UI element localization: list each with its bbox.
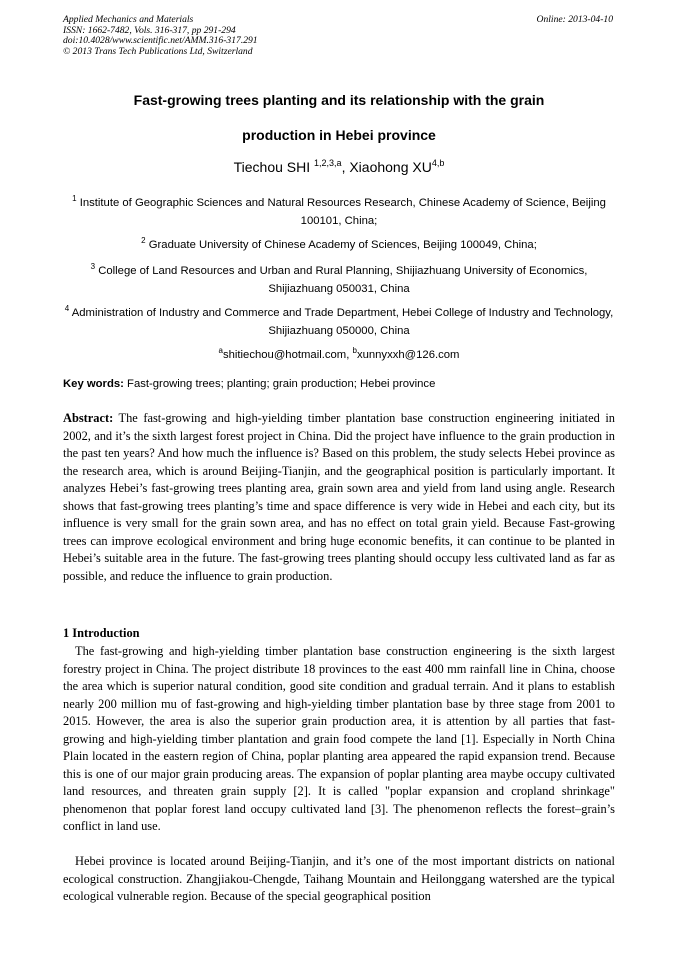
journal-name: Applied Mechanics and Materials [63,14,194,25]
author-list [63,159,615,175]
journal-header [63,15,258,57]
affiliation-number: 2 [141,236,146,245]
affiliation-text: Institute of Geographic Sciences and Natural Resources Research, Chinese Academy of Science, Beijing 100101, China; [79,197,606,227]
affiliation [63,304,615,340]
paper-title-line-2: production in Hebei province [242,127,436,143]
author-emails [63,346,615,364]
abstract-text: The fast-growing and high-yielding timber plantation base construction engineering initiated in 2002, and it’s the sixth largest forest project in China. Did the project have influence to the grain production in the past ten years? And how much the influence is? Based on this problem, the study selects Hebei province as the research area, which is around Beijing-Tianjin, and the geographical position is particularly important. It analyzes Hebei’s fast-growing trees planting area, grain sown area and yield from land using angle. Research shows that fast-growing trees planting’s time and space difference is very wide in Hebei and each city, but its influence is very small for the grain sown area, and has no effect on total grain yield. Because Fast-growing trees can improve ecological environment and bring huge economic benefits, it can continue to be planted in Hebei’s suitable area in the future. The fast-growing trees planting should occupy less cultivated land as far as possible, and reduce the influence to grain production. [63,411,615,583]
author-affiliation-marker: 1,2,3,a [314,158,342,168]
keywords-text: Fast-growing trees; planting; grain production; Hebei province [123,378,436,390]
affiliation-text: College of Land Resources and Urban and Rural Planning, Shijiazhuang University of Economics, Shijiazhuang 050031, China [98,265,588,295]
email-marker: a [218,346,223,355]
paper-title-line-1: Fast-growing trees planting and its relationship with the grain [133,92,545,108]
affiliation-text: Graduate University of Chinese Academy of Sciences, Beijing 100049, China; [148,239,537,251]
issn-line: ISSN: 1662-7482, Vols. 316-317, pp 291-294 [63,24,236,36]
affiliation-number: 4 [64,304,70,313]
keywords [63,376,615,392]
email-marker: b [352,346,357,355]
section-heading: 1 Introduction [63,626,140,640]
author-separator: , [341,159,350,175]
online-date: Online: 2013-04-10 [536,14,613,25]
author-email: xunnyxxh@126.com [356,349,460,361]
affiliation [63,194,615,230]
copyright-line: © 2013 Trans Tech Publications Ltd, Switzerland [63,45,253,57]
affiliation-number: 1 [72,194,77,203]
author-affiliation-marker: 4,b [431,158,445,168]
abstract [63,410,615,585]
affiliation [63,262,615,298]
doi-line: doi:10.4028/www.scientific.net/AMM.316-317.291 [63,35,258,46]
body-paragraph: The fast-growing and high-yielding timber plantation base construction engineering is the sixth largest forestry project in China. The project distribute 18 provinces to the east 400 mm rainfall line in China, choose the area which is superior natural condition, good site condition and gradual terrain. And it plans to establish nearly 200 million mu of fast-growing and high-yielding timber plantation base by three stage from 2001 to 2015. However, the area is also the superior grain production area, it is attention by all parties that fast-growing and high-yielding timber plantation and grain food compete the land [1]. Especially in North China Plain located in the eastern region of China, poplar planting area appeared the rapid expansion trend. Because this is one of our major grain producing areas. The expansion of poplar planting area maybe occupy cultivated land resources, and threaten grain supply [2]. It is called "poplar expansion and cropland shrinkage" phenomenon that poplar forest land occupy cultivated land [3]. The phenomenon reflects the forest–grain’s conflict in land use. [63,644,615,833]
abstract-label: Abstract: [63,411,114,425]
author-name: Xiaohong XU [349,159,432,175]
author-email: shitiechou@hotmail.com, [222,349,353,361]
affiliation-number: 3 [90,262,96,271]
body-paragraph: Hebei province is located around Beijing-Tianjin, and it’s one of the most important districts on national ecological construction. Zhangjiakou-Chengde, Taihang Mountain and Heilonggang watershed are the typical ecological vulnerable region. Because of the special geographical position [63,854,615,903]
author-name: Tiechou SHI [233,159,311,175]
affiliation [63,236,615,254]
keywords-label: Key words: [63,378,124,390]
affiliation-text: Administration of Industry and Commerce and Trade Department, Hebei College of Industry and Technology, Shijiazhuang 050000, China [71,307,614,337]
